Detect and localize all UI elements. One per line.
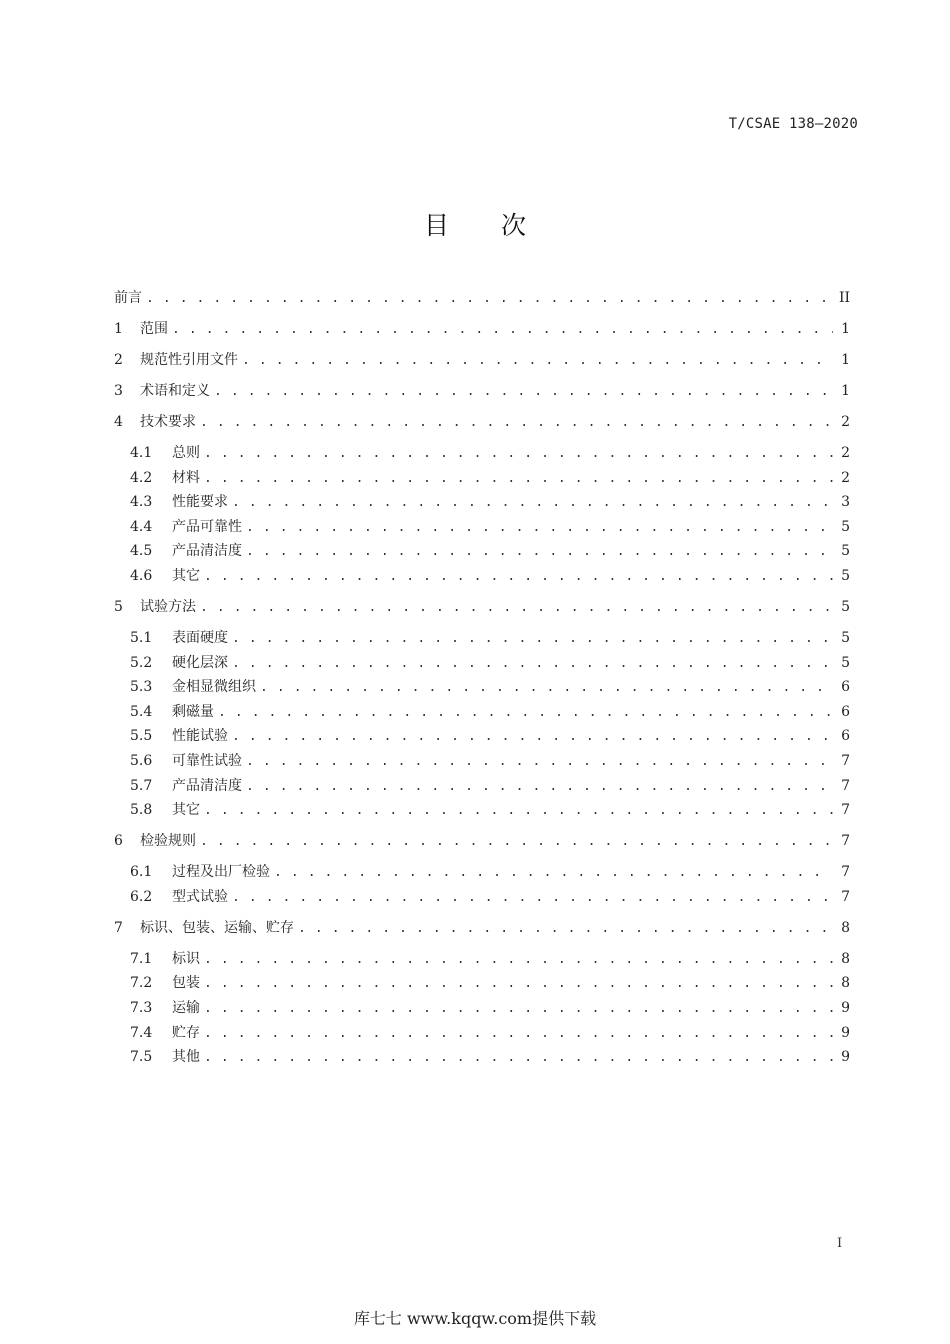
- dot-leader: [204, 468, 833, 490]
- toc-entry-page: 7: [841, 753, 850, 769]
- toc-entry-page: 6: [841, 703, 850, 720]
- toc-entry-number: 5.1: [130, 630, 153, 646]
- toc-entry-number: 4.1: [130, 445, 153, 461]
- toc-entry[interactable]: [130, 775, 850, 797]
- toc-entry[interactable]: [130, 676, 850, 698]
- toc-entry-number: 5.6: [130, 753, 153, 769]
- toc-entry-page: 8: [841, 950, 850, 967]
- page-title: 目 次: [424, 211, 548, 240]
- toc-entry-page: 7: [841, 802, 850, 819]
- toc-entry-number: 7.3: [130, 1000, 153, 1016]
- toc-entry-page: 1: [841, 321, 850, 337]
- dot-leader: [242, 350, 833, 372]
- toc-entry-title: 材料: [172, 469, 200, 486]
- toc-entry[interactable]: [130, 565, 850, 587]
- toc-entry[interactable]: [130, 442, 850, 464]
- toc-entry-title: 检验规则: [140, 833, 196, 850]
- toc-entry[interactable]: [130, 1022, 850, 1044]
- toc-entry[interactable]: [114, 596, 850, 618]
- download-watermark: 库七七 www.kqqw.com提供下载: [353, 1309, 597, 1328]
- toc-entry-title: 金相显微组织: [172, 679, 256, 696]
- toc-entry-number: 4.2: [130, 469, 153, 486]
- toc-entry[interactable]: [130, 861, 850, 883]
- toc-entry-page: 7: [841, 777, 850, 794]
- dot-leader: [218, 702, 833, 724]
- toc-entry-page: 3: [841, 494, 850, 511]
- toc-entry-number: 5.8: [130, 802, 153, 819]
- toc-entry-page: 5: [841, 654, 850, 671]
- dot-leader: [200, 831, 833, 853]
- toc-entry-page: 9: [841, 1024, 850, 1041]
- toc-entry[interactable]: [130, 627, 850, 649]
- dot-leader: [204, 800, 833, 822]
- toc-entry-title: 剩磁量: [172, 703, 214, 720]
- page-number: I: [837, 1236, 843, 1251]
- dot-leader: [204, 566, 833, 588]
- dot-leader: [146, 288, 831, 310]
- toc-entry-number: 7.1: [130, 950, 153, 967]
- toc-entry-number: 4: [114, 414, 123, 430]
- toc-entry-number: 4.6: [130, 568, 153, 584]
- dot-leader: [204, 443, 833, 465]
- dot-leader: [246, 776, 833, 798]
- dot-leader: [204, 1047, 833, 1069]
- toc-entry-page: 5: [841, 518, 850, 535]
- toc-entry-number: 6: [114, 833, 123, 850]
- dot-leader: [232, 492, 833, 514]
- toc-entry-title: 可靠性试验: [172, 753, 242, 769]
- toc-entry-number: 3: [114, 383, 123, 399]
- toc-entry-number: 7: [114, 919, 123, 936]
- dot-leader: [172, 319, 833, 341]
- toc-entry-title: 硬化层深: [172, 654, 228, 671]
- dot-leader: [260, 677, 833, 699]
- toc-entry-number: 4.3: [130, 494, 153, 511]
- toc-entry-number: 5.2: [130, 654, 153, 671]
- toc-entry[interactable]: [130, 540, 850, 562]
- toc-entry-title: 前言: [114, 290, 142, 306]
- toc-entry[interactable]: [130, 750, 850, 772]
- toc-entry[interactable]: [114, 318, 850, 340]
- toc-entry-page: 7: [841, 888, 850, 905]
- toc-entry-page: 5: [841, 599, 850, 615]
- dot-leader: [246, 517, 833, 539]
- dot-leader: [298, 918, 833, 940]
- toc-entry[interactable]: [130, 491, 850, 513]
- toc-entry-title: 总则: [172, 445, 200, 461]
- toc-entry-title: 其它: [172, 802, 200, 819]
- toc-entry[interactable]: [114, 830, 850, 852]
- toc-entry[interactable]: [114, 287, 850, 309]
- toc-entry[interactable]: [130, 1046, 850, 1068]
- toc-entry-page: 9: [841, 1000, 850, 1016]
- toc-entry-page: 1: [841, 383, 850, 399]
- toc-entry[interactable]: [130, 997, 850, 1019]
- toc-entry[interactable]: [130, 701, 850, 723]
- toc-entry-number: 6.2: [130, 888, 153, 905]
- toc-entry-number: 5: [114, 599, 123, 615]
- toc-entry-title: 表面硬度: [172, 630, 228, 646]
- toc-entry-number: 4.4: [130, 518, 153, 535]
- toc-entry-page: 8: [841, 919, 850, 936]
- toc-entry[interactable]: [130, 652, 850, 674]
- toc-entry[interactable]: [130, 516, 850, 538]
- toc-entry-title: 产品清洁度: [172, 543, 242, 560]
- dot-leader: [204, 1023, 833, 1045]
- toc-entry-page: 1: [841, 352, 850, 368]
- dot-leader: [232, 628, 833, 650]
- toc-entry-title: 技术要求: [140, 414, 196, 430]
- toc-entry-title: 标识: [172, 950, 200, 967]
- toc-entry-title: 标识、包装、运输、贮存: [140, 919, 294, 936]
- toc-entry-page: 2: [841, 469, 850, 486]
- dot-leader: [204, 998, 833, 1020]
- toc-entry-number: 7.4: [130, 1024, 153, 1041]
- dot-leader: [204, 949, 833, 971]
- toc-entry-page: 5: [841, 568, 850, 584]
- toc-entry-number: 6.1: [130, 864, 153, 881]
- dot-leader: [274, 862, 833, 884]
- toc-entry-title: 性能试验: [172, 728, 228, 745]
- toc-entry[interactable]: [130, 972, 850, 994]
- toc-entry-title: 范围: [140, 321, 168, 337]
- dot-leader: [214, 381, 833, 403]
- toc-entry[interactable]: [130, 725, 850, 747]
- toc-entry-number: 2: [114, 352, 123, 368]
- toc-entry-number: 5.5: [130, 728, 153, 745]
- dot-leader: [232, 887, 833, 909]
- toc-entry-title: 其他: [172, 1049, 200, 1066]
- toc-entry-page: 8: [841, 975, 850, 992]
- toc-entry[interactable]: [114, 411, 850, 433]
- toc-entry[interactable]: [130, 467, 850, 489]
- standard-code: T/CSAE 138—2020: [728, 116, 858, 132]
- toc-entry-number: 5.7: [130, 777, 153, 794]
- toc-entry-page: 6: [841, 679, 850, 696]
- toc-entry-title: 产品清洁度: [172, 777, 242, 794]
- dot-leader: [200, 597, 833, 619]
- toc-entry-page: 6: [841, 728, 850, 745]
- toc-entry-page: 5: [841, 630, 850, 646]
- toc-entry-page: 2: [841, 445, 850, 461]
- toc-entry-page: 7: [841, 864, 850, 881]
- toc-entry-page: 2: [841, 414, 850, 430]
- dot-leader: [246, 541, 833, 563]
- toc-entry-title: 其它: [172, 568, 200, 584]
- toc-entry-number: 5.3: [130, 679, 153, 696]
- toc-entry-page: 9: [841, 1049, 850, 1066]
- dot-leader: [232, 653, 833, 675]
- toc-entry-title: 试验方法: [140, 599, 196, 615]
- toc-entry[interactable]: [130, 948, 850, 970]
- toc-entry-title: 贮存: [172, 1024, 200, 1041]
- toc-entry[interactable]: [114, 349, 850, 371]
- toc-entry-number: 7.2: [130, 975, 153, 992]
- toc-entry-title: 性能要求: [172, 494, 228, 511]
- toc-entry-number: 7.5: [130, 1049, 153, 1066]
- toc-entry-title: 型式试验: [172, 888, 228, 905]
- toc-entry-number: 5.4: [130, 703, 153, 720]
- toc-entry-title: 运输: [172, 1000, 200, 1016]
- toc-entry[interactable]: [114, 917, 850, 939]
- toc-entry[interactable]: [130, 799, 850, 821]
- toc-entry-title: 产品可靠性: [172, 518, 242, 535]
- dot-leader: [200, 412, 833, 434]
- toc-entry-page: 5: [841, 543, 850, 560]
- toc-entry-page: 7: [841, 833, 850, 850]
- dot-leader: [246, 751, 833, 773]
- toc-entry-title: 术语和定义: [140, 383, 210, 399]
- toc-entry[interactable]: [130, 886, 850, 908]
- toc-entry-title: 规范性引用文件: [140, 352, 238, 368]
- toc-entry-number: 1: [114, 321, 123, 337]
- toc-entry[interactable]: [114, 380, 850, 402]
- toc-entry-title: 过程及出厂检验: [172, 864, 270, 881]
- dot-leader: [232, 726, 833, 748]
- toc-entry-title: 包装: [172, 975, 200, 992]
- toc-entry-page: II: [838, 290, 850, 306]
- dot-leader: [204, 973, 833, 995]
- toc-entry-number: 4.5: [130, 543, 153, 560]
